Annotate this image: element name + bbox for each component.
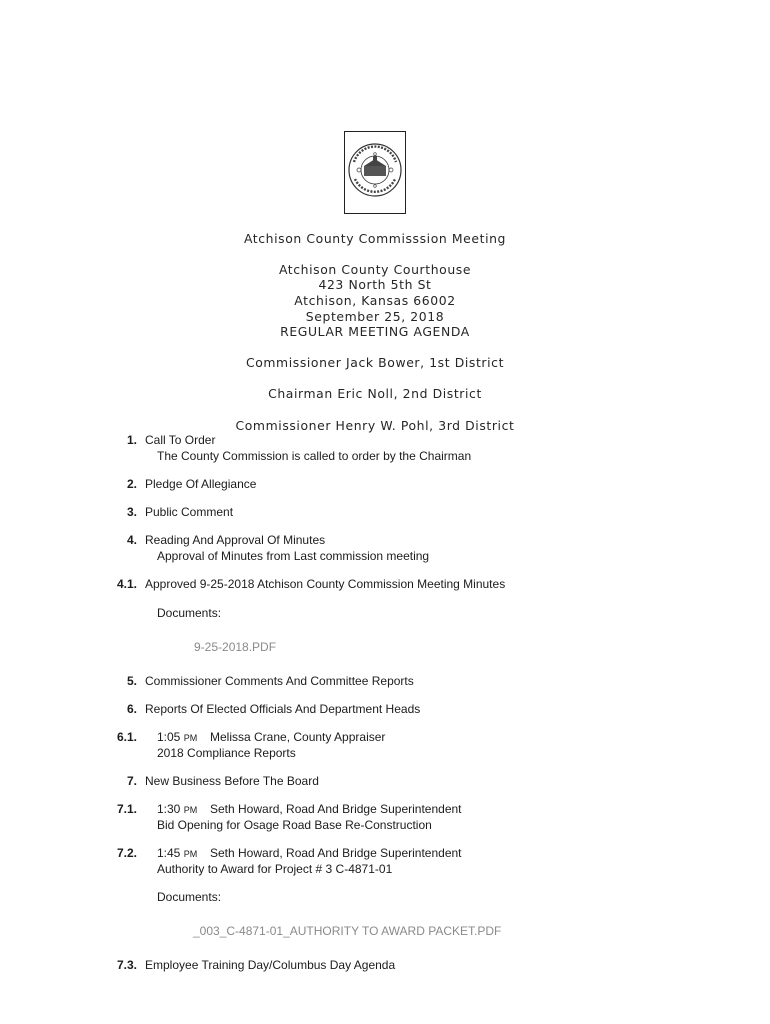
item-title: Public Comment [145,505,234,519]
item-title: New Business Before The Board [145,774,319,788]
item-number: 7.3. [116,958,137,972]
documents-label: Documents: [157,606,222,620]
commissioner-3rd-district: Commissioner Henry W. Pohl, 3rd District [235,418,515,433]
item-time [157,846,197,860]
item-number: 2. [126,477,137,491]
street-address: 423 North 5th St [318,277,432,292]
item-title: Pledge Of Allegiance [145,477,257,491]
item-title: Melissa Crane, County Appraiser [210,730,386,744]
time-ampm: PM [183,849,198,859]
documents-label: Documents: [157,890,222,904]
meeting-title: Atchison County Commisssion Meeting [243,231,507,246]
item-number: 4.1. [116,577,137,591]
county-seal-logo [344,131,406,214]
item-number: 3. [126,505,137,519]
time-value: 1:30 [157,802,181,816]
item-number: 5. [126,674,137,688]
item-description: Approval of Minutes from Last commission meeting [157,549,430,563]
item-time [157,802,197,816]
venue-name: Atchison County Courthouse [278,262,472,277]
item-time [157,730,197,744]
item-title: Commissioner Comments And Committee Reports [145,674,414,688]
commissioner-1st-district: Commissioner Jack Bower, 1st District [245,355,505,370]
meeting-date: September 25, 2018 [305,309,445,324]
document-link[interactable]: 9-25-2018.PDF [194,640,277,654]
item-description: Bid Opening for Osage Road Base Re-Construction [157,818,432,832]
item-number: 6. [126,702,137,716]
item-title: Call To Order [145,433,216,447]
chairman-2nd-district: Chairman Eric Noll, 2nd District [268,386,482,401]
agenda-type: REGULAR MEETING AGENDA [280,324,470,339]
time-ampm: PM [183,805,198,815]
item-number: 6.1. [116,730,137,744]
item-number: 1. [126,433,137,447]
item-title: Reading And Approval Of Minutes [145,533,326,547]
seal-icon [345,132,405,213]
item-title: Reports Of Elected Officials And Department Heads [145,702,421,716]
document-link[interactable]: _003_C-4871-01_AUTHORITY TO AWARD PACKET.PDF [193,924,502,938]
item-title: Approved 9-25-2018 Atchison County Commission Meeting Minutes [145,577,506,591]
time-value: 1:45 [157,846,181,860]
item-title: Seth Howard, Road And Bridge Superintendent [210,802,462,816]
item-description: The County Commission is called to order by the Chairman [157,449,472,463]
city-state-zip: Atchison, Kansas 66002 [294,293,456,308]
item-description: 2018 Compliance Reports [157,746,296,760]
item-number: 7.1. [116,802,137,816]
item-description: Authority to Award for Project # 3 C-4871-01 [157,862,393,876]
item-number: 7.2. [116,846,137,860]
item-number: 7. [126,774,137,788]
item-title: Seth Howard, Road And Bridge Superintendent [210,846,462,860]
time-ampm: PM [183,733,198,743]
item-title: Employee Training Day/Columbus Day Agenda [145,958,396,972]
item-number: 4. [126,533,137,547]
time-value: 1:05 [157,730,181,744]
